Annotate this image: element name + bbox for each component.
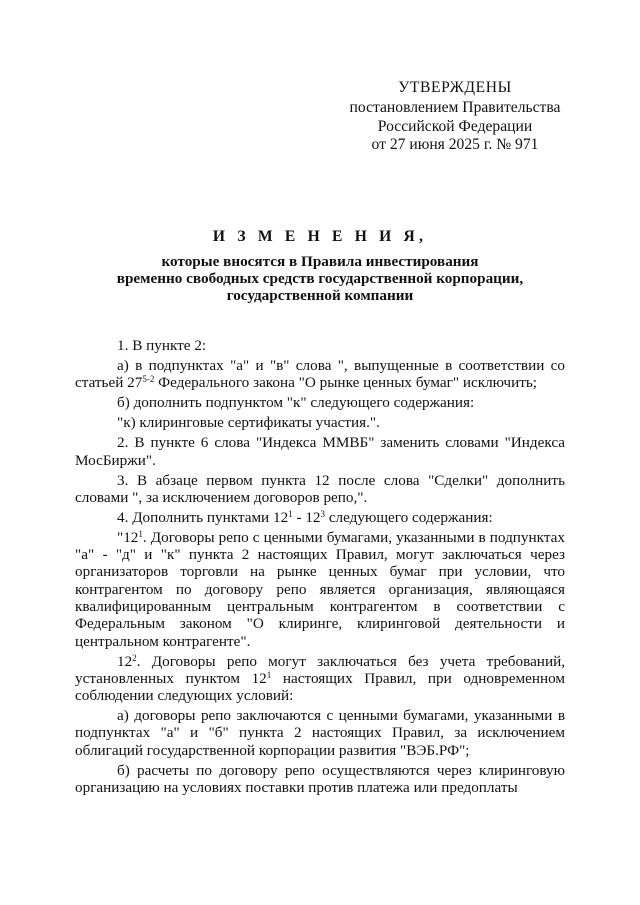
approval-line-3: от 27 июня 2025 г. № 971: [371, 136, 539, 154]
title-line-3: государственной компании: [226, 287, 414, 304]
paragraph-9: $12^2$. Договоры репо могут заключаться без учета требований, установленных пунктом $12^1$ настоящих Правил, при одновременном соблюдении следующих условий:: [75, 652, 565, 705]
title-line-2: временно свободных средств государственной корпорации,: [116, 270, 524, 287]
approval-line-1: постановлением Правительства: [349, 99, 561, 117]
approval-heading: УТВЕРЖДЕНЫ: [398, 79, 512, 96]
approval-line-2: Российской Федерации: [377, 117, 533, 135]
paragraph-5: 2. В пункте 6 слова "Индекса ММВБ" заменить словами "Индекса МосБиржи".: [75, 434, 565, 469]
title-line-1: которые вносятся в Правила инвестирования: [161, 253, 479, 270]
approval-stamp: [330, 79, 580, 155]
document-title: [60, 228, 580, 304]
paragraph-7: 4. Дополнить пунктами $12^1 - 12^3$ следующего содержания:: [117, 508, 493, 526]
document-body: [75, 337, 565, 799]
paragraph-6: 3. В абзаце первом пункта 12 после слова "Сделки" дополнить словами ", за исключением договоров репо,".: [75, 471, 565, 506]
paragraph-1: 1. В пункте 2:: [117, 337, 207, 354]
title-heading: И З М Е Н Е Н И Я,: [212, 228, 428, 245]
paragraph-11: б) расчеты по договору репо осуществляются через клиринговую организацию на условиях поставки против платежа или предоплаты: [75, 761, 565, 796]
paragraph-2: а) в подпунктах "а" и "в" слова ", выпущенные в соответствии со статьей 27$^{5-2}$ Федерального закона "О рынке ценных бумаг" исключить;: [75, 356, 565, 392]
paragraph-3: б) дополнить подпунктом "к" следующего содержания:: [117, 394, 475, 412]
paragraph-8: "$12^1$. Договоры репо с ценными бумагами, указанными в подпунктах "а" - "д" и "к" пункта 2 настоящих Правил, могут заключаться через организаторов торговли на рынке ценных бумаг при условии, что контрагентом по договору репо является организация, являющаяся квалифицированным центральным контрагентом в соответствии с Федеральным законом "О клиринге, клиринговой деятельности и центральном контрагенте".: [75, 528, 565, 650]
paragraph-4: "к) клиринговые сертификаты участия.".: [117, 414, 380, 432]
paragraph-10: а) договоры репо заключаются с ценными бумагами, указанными в подпунктах "а" и "б" пункта 2 настоящих Правил, за исключением облигаций государственной корпорации развития "ВЭБ.РФ";: [75, 707, 565, 759]
